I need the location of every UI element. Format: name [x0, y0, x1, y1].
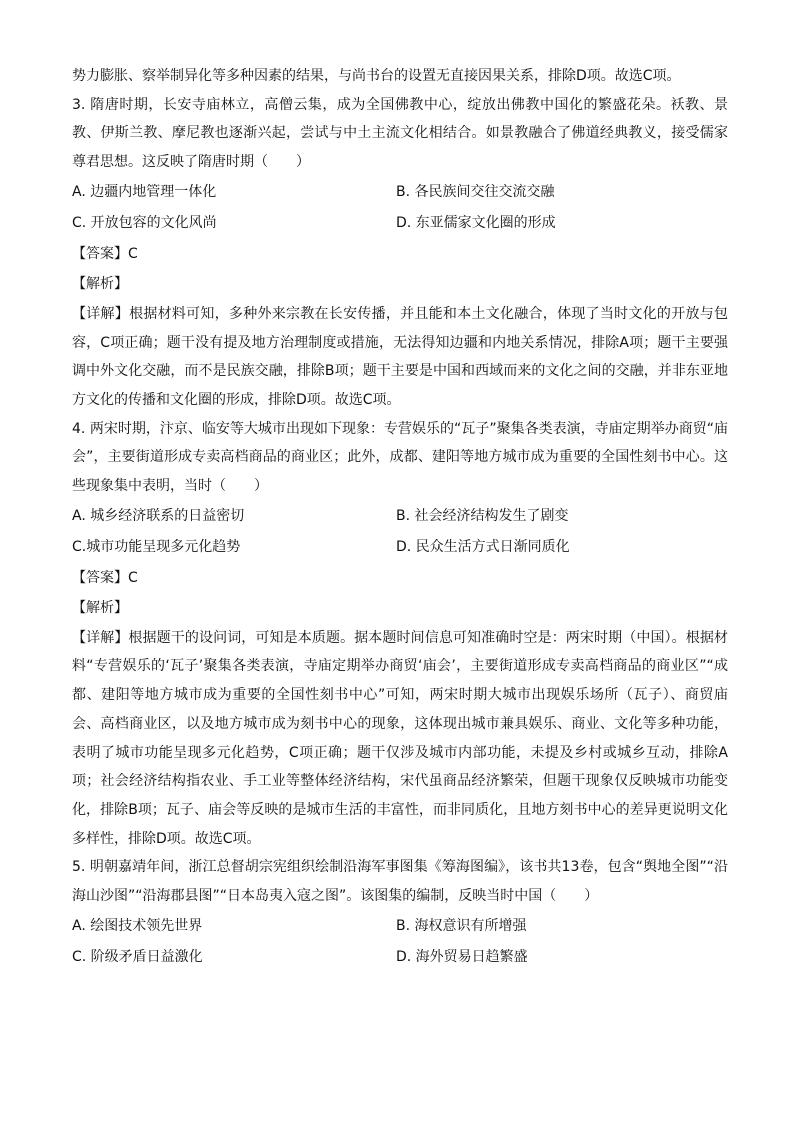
q5-options-row-2 — [72, 942, 728, 973]
option-right: D. 民众生活方式日渐同质化 — [396, 538, 570, 555]
option-right: D. 海外贸易日趋繁盛 — [396, 948, 528, 965]
q4-answer: 【答案】C — [72, 569, 138, 586]
q4-detail: 【详解】根据题干的设问词，可知是本质题。据本题时间信息可知准确时空是：两宋时期（中国）。根据材料“专营娱乐的‘瓦子’聚集各类表演，寺庙定期举办商贸‘庙会’，主要街道形成专卖高档商品的商业区”“成都、建阳等地方城市成为重要的全国性刻书中心”可知，两宋时期大城市出现娱乐场所（瓦子）、商贸庙会、高档商业区，以及地方城市成为刻书中心的现象，这体现出城市兼具娱乐、商业、文化等多种功能，表明了城市功能呈现多元化趋势，C项正确；题干仅涉及城市内部功能，未提及乡村或城乡互动，排除A项；社会经济结构指农业、手工业等整体经济结构，宋代虽商品经济繁荣，但题干现象仅反映城市功能变化，排除B项；瓦子、庙会等反映的是城市生活的丰富性，而非同质化，且地方刻书中心的差异更说明文化多样性，排除D项。故选C项。 — [72, 629, 728, 847]
q5-stem: 5. 明朝嘉靖年间，浙江总督胡宗宪组织绘制沿海军事图集《筹海图编》，该书共13卷，包含“舆地全图”“沿海山沙图”“沿海郡县图”“日本岛夷入寇之图”。该图集的编制，反映当时中国（ ） — [72, 859, 728, 905]
q4-stem: 4. 两宋时期，汴京、临安等大城市出现如下现象：专营娱乐的“瓦子”聚集各类表演，寺庙定期举办商贸“庙会”，主要街道形成专卖高档商品的商业区；此外，成都、建阳等地方城市成为重要的全国性刻书中心。这些现象集中表明，当时（ ） — [72, 420, 728, 495]
option-right: B. 各民族间交往交流交融 — [396, 183, 555, 200]
option-right: B. 社会经济结构发生了剧变 — [396, 507, 569, 524]
q3-options-row-1 — [72, 177, 728, 208]
option-right: B. 海权意识有所增强 — [396, 917, 527, 934]
q4-options-row-2 — [72, 532, 728, 563]
q3-analysis-heading: 【解析】 — [72, 276, 128, 293]
q2-analysis-continued: 势力膨胀、察举制异化等多种因素的结果，与尚书台的设置无直接因果关系，排除D项。故选C项。 — [72, 68, 681, 84]
q3-stem: 3. 隋唐时期，长安寺庙林立，高僧云集，成为全国佛教中心，绽放出佛教中国化的繁盛花朵。袄教、景教、伊斯兰教、摩尼教也逐渐兴起，尝试与中土主流文化相结合。如景教融合了佛道经典教义，接受儒家尊君思想。这反映了隋唐时期（ ） — [72, 96, 728, 171]
option-left: C. 开放包容的文化风尚 — [72, 214, 217, 231]
option-left: A. 城乡经济联系的日益密切 — [72, 507, 245, 524]
document-page — [72, 62, 728, 973]
q4-analysis-heading: 【解析】 — [72, 600, 128, 617]
q3-options-row-2 — [72, 208, 728, 239]
option-left: A. 边疆内地管理一体化 — [72, 183, 217, 200]
option-left: A. 绘图技术领先世界 — [72, 917, 203, 934]
option-right: D. 东亚儒家文化圈的形成 — [396, 214, 556, 231]
option-left: C.城市功能呈现多元化趋势 — [72, 538, 241, 555]
q5-options-row-1 — [72, 911, 728, 942]
q3-detail: 【详解】根据材料可知，多种外来宗教在长安传播，并且能和本土文化融合，体现了当时文化的开放与包容，C项正确；题干没有提及地方治理制度或措施，无法得知边疆和内地关系情况，排除A项；题干主要强调中外文化交融，而不是民族交融，排除B项；题干主要是中国和西域而来的文化之间的交融，并非东亚地方文化的传播和文化圈的形成，排除D项。故选C项。 — [72, 305, 728, 408]
option-left: C. 阶级矛盾日益激化 — [72, 948, 203, 965]
q4-options-row-1 — [72, 501, 728, 532]
q3-answer: 【答案】C — [72, 245, 138, 262]
